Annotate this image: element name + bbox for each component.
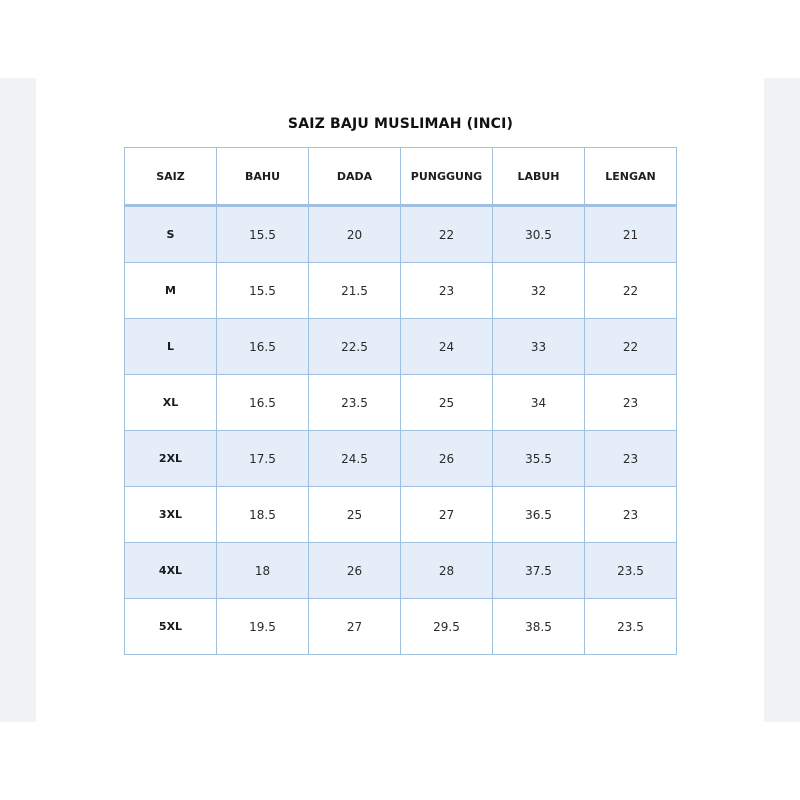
table-row	[125, 431, 677, 487]
cell-labuh: 36.5	[493, 487, 585, 543]
cell-dada: 23.5	[309, 375, 401, 431]
table-body	[125, 206, 677, 655]
table-row	[125, 319, 677, 375]
table-row	[125, 543, 677, 599]
cell-punggung: 26	[401, 431, 493, 487]
cell-lengan: 23	[585, 487, 677, 543]
cell-dada: 25	[309, 487, 401, 543]
right-margin-band	[764, 78, 800, 722]
cell-lengan: 22	[585, 263, 677, 319]
cell-saiz: 4XL	[125, 543, 217, 599]
cell-dada: 20	[309, 206, 401, 263]
cell-dada: 24.5	[309, 431, 401, 487]
cell-lengan: 23.5	[585, 543, 677, 599]
cell-punggung: 29.5	[401, 599, 493, 655]
cell-bahu: 16.5	[217, 319, 309, 375]
header-saiz: SAIZ	[125, 148, 217, 206]
cell-saiz: 5XL	[125, 599, 217, 655]
cell-dada: 27	[309, 599, 401, 655]
header-dada: DADA	[309, 148, 401, 206]
cell-lengan: 21	[585, 206, 677, 263]
cell-labuh: 35.5	[493, 431, 585, 487]
table-row	[125, 263, 677, 319]
cell-labuh: 37.5	[493, 543, 585, 599]
cell-dada: 26	[309, 543, 401, 599]
header-punggung: PUNGGUNG	[401, 148, 493, 206]
cell-bahu: 15.5	[217, 263, 309, 319]
cell-labuh: 34	[493, 375, 585, 431]
cell-bahu: 17.5	[217, 431, 309, 487]
table-row	[125, 487, 677, 543]
cell-bahu: 18.5	[217, 487, 309, 543]
cell-saiz: S	[125, 206, 217, 263]
cell-bahu: 16.5	[217, 375, 309, 431]
cell-dada: 21.5	[309, 263, 401, 319]
page-title: SAIZ BAJU MUSLIMAH (INCI)	[287, 116, 514, 132]
left-margin-band	[0, 78, 36, 722]
cell-labuh: 38.5	[493, 599, 585, 655]
header-lengan: LENGAN	[585, 148, 677, 206]
cell-punggung: 28	[401, 543, 493, 599]
cell-saiz: M	[125, 263, 217, 319]
cell-punggung: 25	[401, 375, 493, 431]
cell-bahu: 18	[217, 543, 309, 599]
cell-saiz: L	[125, 319, 217, 375]
header-bahu: BAHU	[217, 148, 309, 206]
cell-saiz: XL	[125, 375, 217, 431]
cell-punggung: 27	[401, 487, 493, 543]
cell-saiz: 2XL	[125, 431, 217, 487]
cell-labuh: 30.5	[493, 206, 585, 263]
cell-lengan: 22	[585, 319, 677, 375]
cell-punggung: 24	[401, 319, 493, 375]
table-row	[125, 375, 677, 431]
cell-lengan: 23.5	[585, 599, 677, 655]
cell-bahu: 19.5	[217, 599, 309, 655]
cell-punggung: 22	[401, 206, 493, 263]
table-header-row	[125, 148, 677, 206]
header-labuh: LABUH	[493, 148, 585, 206]
cell-saiz: 3XL	[125, 487, 217, 543]
cell-lengan: 23	[585, 375, 677, 431]
cell-punggung: 23	[401, 263, 493, 319]
table-row	[125, 599, 677, 655]
cell-bahu: 15.5	[217, 206, 309, 263]
cell-labuh: 32	[493, 263, 585, 319]
cell-labuh: 33	[493, 319, 585, 375]
size-chart-table	[124, 147, 677, 655]
cell-lengan: 23	[585, 431, 677, 487]
cell-dada: 22.5	[309, 319, 401, 375]
table-row	[125, 206, 677, 263]
